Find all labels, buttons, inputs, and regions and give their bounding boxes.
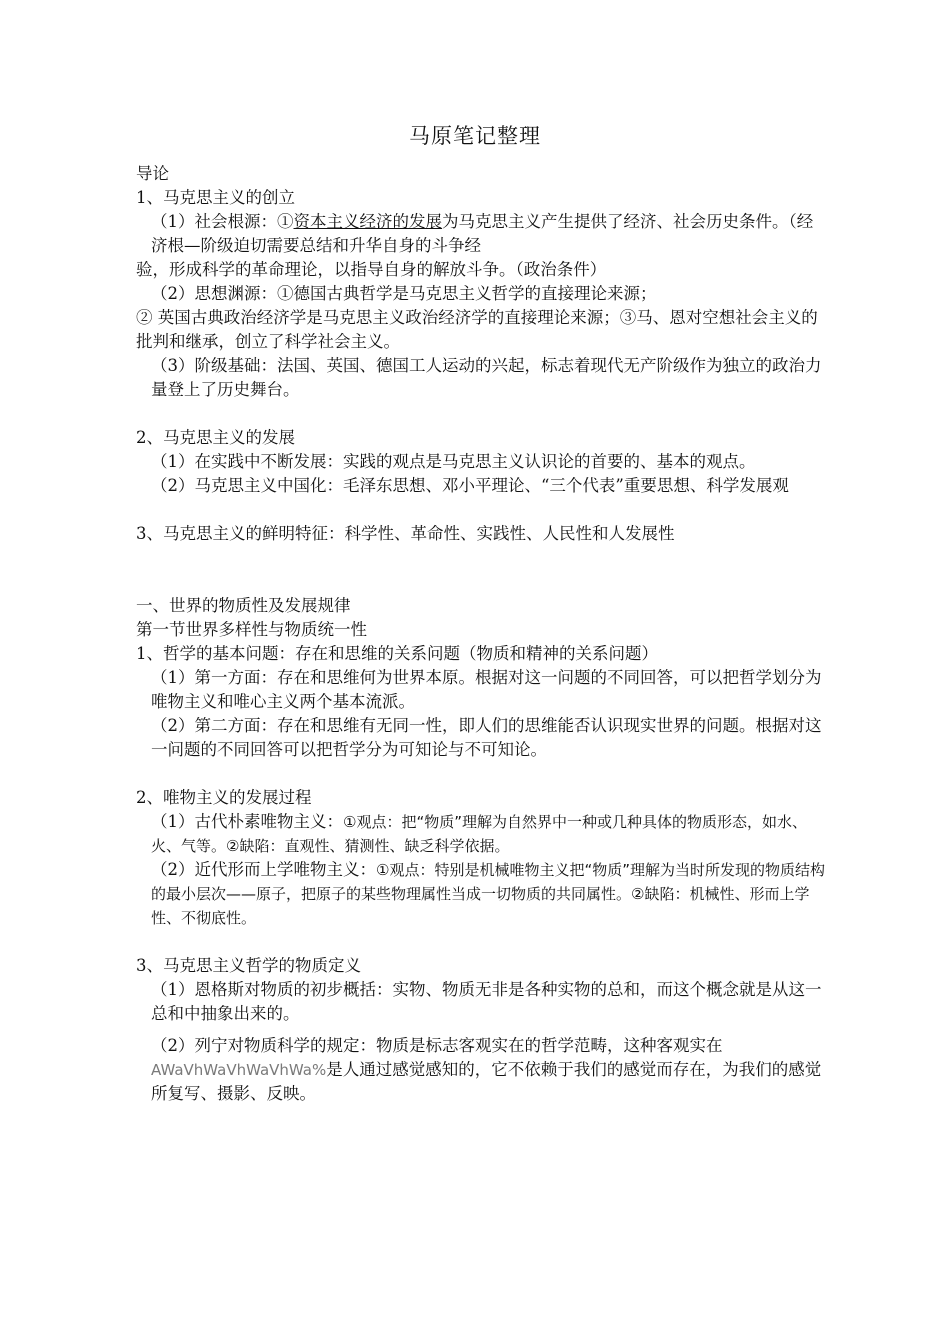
paragraph: （1）在实践中不断发展：实践的观点是马克思主义认识论的首要的、基本的观点。 [151, 452, 756, 471]
paragraph [136, 210, 826, 258]
paragraph: 验，形成科学的革命理论，以指导自身的解放斗争。（政治条件） [136, 260, 607, 279]
section-title: 1、马克思主义的创立 [136, 188, 295, 207]
garbled-text: AWaVhWaVhWaVhWa% [151, 1061, 327, 1079]
page-title: 马原笔记整理 [409, 124, 541, 148]
spacer [136, 546, 826, 594]
section-title: 2、唯物主义的发展过程 [136, 788, 312, 807]
paragraph [136, 858, 826, 930]
paragraph-text: （2）近代形而上学唯物主义： [151, 860, 376, 879]
paragraph: （1）恩格斯对物质的初步概括：实物、物质无非是各种实物的总和，而这个概念就是从这一总和中抽象出来的。 [151, 980, 822, 1023]
paragraph-text: 是人通过感觉感知的，它不依赖于我们的感觉而存在，为我们的感觉所复写、摄影、反映。 [151, 1060, 822, 1103]
spacer [136, 402, 826, 426]
section-title: 3、马克思主义的鲜明特征：科学性、革命性、实践性、人民性和人发展性 [136, 524, 675, 543]
paragraph: （2）马克思主义中国化：毛泽东思想、邓小平理论、“三个代表”重要思想、科学发展观 [151, 476, 789, 495]
spacer [136, 930, 826, 954]
paragraph: （2）思想渊源：①德国古典哲学是马克思主义哲学的直接理论来源； [151, 284, 657, 303]
paragraph [136, 810, 826, 858]
paragraph: （1）第一方面：存在和思维何为世界本原。根据对这一问题的不同回答，可以把哲学划分为唯物主义和唯心主义两个基本流派。 [151, 668, 822, 711]
paragraph-text: ①观点：把“物质”理解为自然界中一种或几种具体的物质形态，如水、火、气等。②缺陷：直观性、猜测性、缺乏科学依据。 [151, 813, 807, 855]
underlined-text: 资本主义经济的发展 [293, 212, 442, 231]
paragraph: ② 英国古典政治经济学是马克思主义政治经济学的直接理论来源；③马、恩对空想社会主义的批判和继承，创立了科学社会主义。 [136, 308, 818, 351]
spacer [136, 498, 826, 522]
paragraph-text: （1）社会根源：① [151, 212, 294, 231]
paragraph-text: （1）古代朴素唯物主义： [151, 812, 343, 831]
paragraph-text: （2）列宁对物质科学的规定：物质是标志客观实在的哲学范畴，这种客观实在 [151, 1036, 723, 1055]
spacer [136, 762, 826, 786]
section-title: 1、哲学的基本问题：存在和思维的关系问题（物质和精神的关系问题） [136, 644, 658, 663]
section-title: 3、马克思主义哲学的物质定义 [136, 956, 361, 975]
section-heading: 第一节世界多样性与物质统一性 [136, 620, 367, 639]
paragraph: （3）阶级基础：法国、英国、德国工人运动的兴起，标志着现代无产阶级作为独立的政治力量登上了历史舞台。 [151, 356, 822, 399]
paragraph-text: 为马克思主义产生提供了经济、社会历史条件。（经济根—阶级迫切需要总结和升华自身的斗争经 [151, 212, 814, 255]
chapter-heading: 一、世界的物质性及发展规律 [136, 596, 351, 615]
paragraph [136, 1034, 826, 1106]
intro-heading: 导论 [136, 164, 169, 183]
document-body [136, 162, 826, 1106]
paragraph-text: ①观点：特别是机械唯物主义把“物质”理解为当时所发现的物质结构的最小层次——原子，把原子的某些物理属性当成一切物质的共同属性。②缺陷：机械性、形而上学性、不彻底性。 [151, 861, 825, 927]
section-title: 2、马克思主义的发展 [136, 428, 295, 447]
spacer [136, 1026, 826, 1034]
paragraph: （2）第二方面：存在和思维有无同一性，即人们的思维能否认识现实世界的问题。根据对这一问题的不同回答可以把哲学分为可知论与不可知论。 [151, 716, 822, 759]
